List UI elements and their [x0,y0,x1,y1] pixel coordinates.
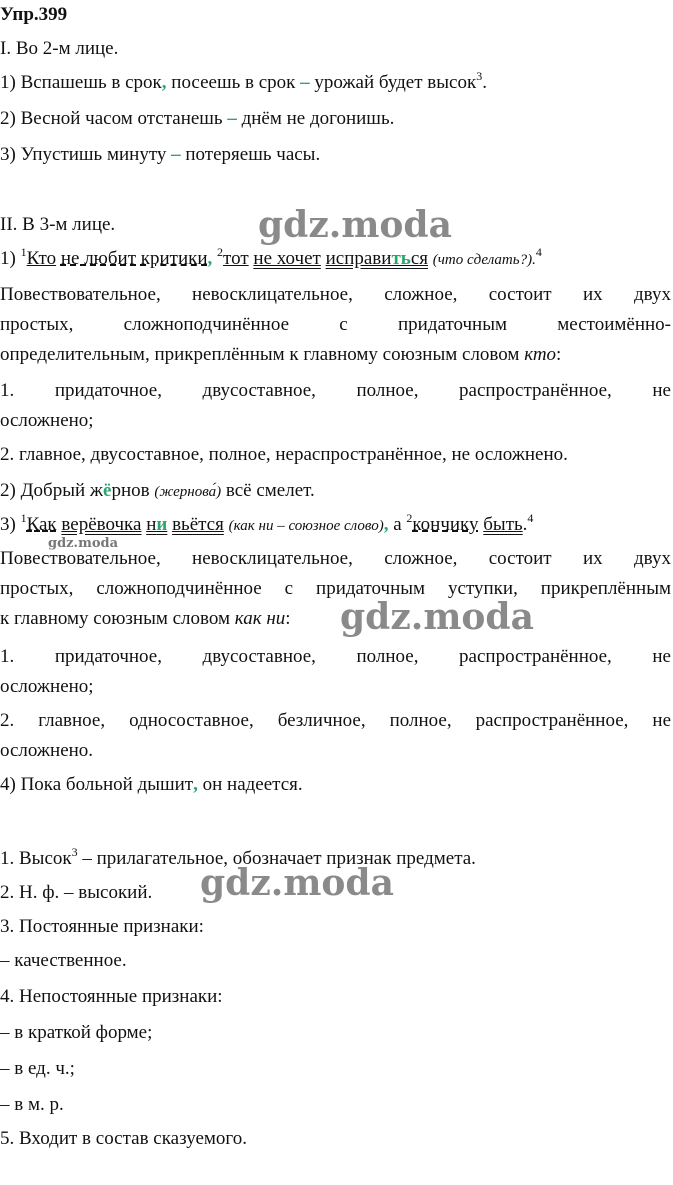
watermark-logo-small: gdz.moda [48,536,119,551]
section-2-heading: II. В 3-м лице. [0,214,116,235]
analysis-3-part-2a: 2. главное, односоставное, безличное, полное, распространённое, не [0,710,671,731]
analysis-3-part-2b: осложнено. [0,740,94,761]
morph-line-9: 5. Входит в состав сказуемого. [0,1128,247,1149]
sentence-2-3: 3) $^1$Как верёвочка ни вьётся (как ни – союзное слово), а $^2$кончику быть.$^4$ [0,511,534,535]
sentence-2-1: 1) $^1$Кто не любит критики, $^2$тот не хочет исправиться (что сделать?).$^4$ [0,245,542,269]
analysis-3-line-2: простых, сложноподчинённое с придаточным уступки, прикреплённым [0,578,671,599]
morph-line-8: – в м. р. [0,1094,64,1115]
watermark-logo: gdz.moda [200,862,394,904]
sentence-1-3: 3) Упустишь минуту – потеряешь часы. [0,144,321,165]
morph-line-5: 4. Непостоянные признаки: [0,986,223,1007]
morph-line-1: 1. Высок$^3$ – прилагательное, обозначает признак предмета. [0,845,476,869]
analysis-1-part-1a: 1. придаточное, двусоставное, полное, распространённое, не [0,380,671,401]
analysis-1-line-2: простых, сложноподчинённое с придаточным местоимённо- [0,314,671,335]
morph-line-4: – качественное. [0,950,127,971]
analysis-3-line-3: к главному союзным словом как ни: [0,608,291,629]
watermark-logo: gdz.moda [258,204,452,246]
analysis-1-part-2: 2. главное, двусоставное, полное, нераспространённое, не осложнено. [0,444,568,465]
analysis-3-part-1b: осложнено; [0,676,94,697]
sentence-1-2: 2) Весной часом отстанешь – днём не догонишь. [0,108,395,129]
analysis-3-line-1: Повествовательное, невосклицательное, сложное, состоит их двух [0,548,671,569]
morph-line-6: – в краткой форме; [0,1022,153,1043]
watermark-logo: gdz.moda [340,596,534,638]
sentence-1-1: 1) Вспашешь в срок, посеешь в срок – урожай будет высок$^3$. [0,69,487,93]
sentence-2-2: 2) Добрый жёрнов (жернова́) всё смелет. [0,480,315,501]
morph-line-7: – в ед. ч.; [0,1058,75,1079]
sentence-2-4: 4) Пока больной дышит, он надеется. [0,774,303,795]
analysis-1-line-1: Повествовательное, невосклицательное, сложное, состоит их двух [0,284,671,305]
analysis-3-part-1a: 1. придаточное, двусоставное, полное, распространённое, не [0,646,671,667]
exercise-title: Упр.399 [0,4,68,25]
analysis-1-line-3: определительным, прикреплённым к главному союзным словом кто: [0,344,562,365]
morph-line-2: 2. Н. ф. – высокий. [0,882,153,903]
analysis-1-part-1b: осложнено; [0,410,94,431]
section-1-heading: I. Во 2-м лице. [0,38,119,59]
morph-line-3: 3. Постоянные признаки: [0,916,204,937]
